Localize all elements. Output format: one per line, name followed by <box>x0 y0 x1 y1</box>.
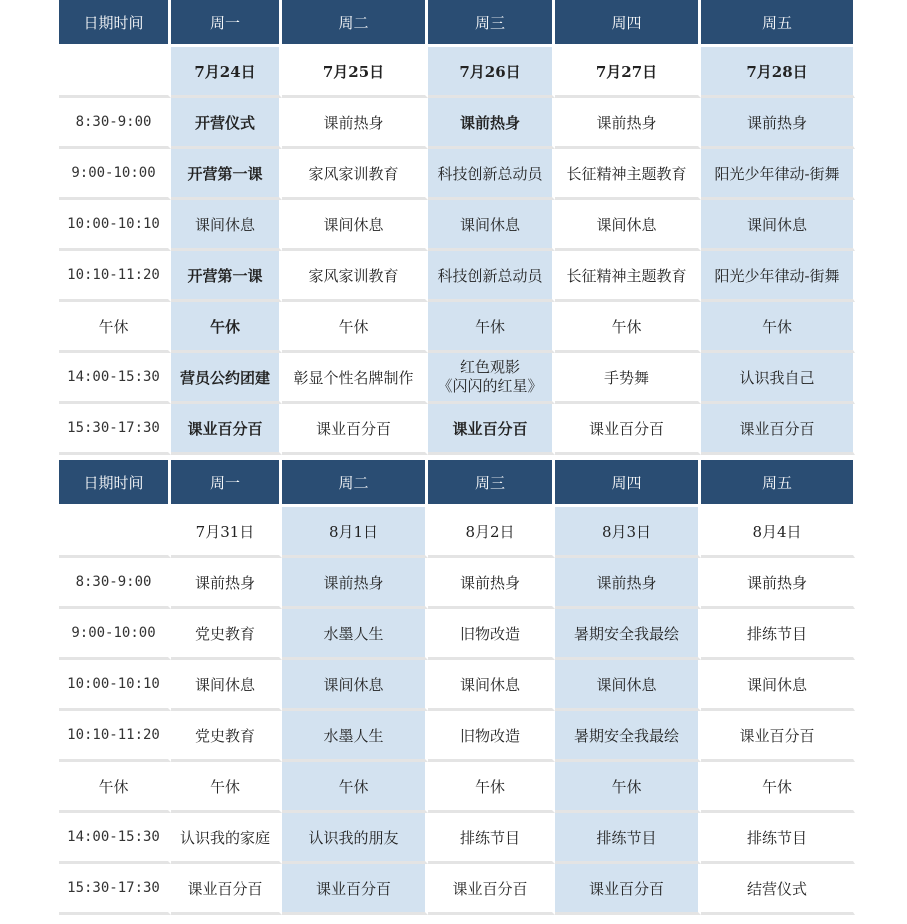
activity-cell: 课前热身 <box>701 98 855 149</box>
time-cell: 14:00-15:30 <box>59 353 171 404</box>
activity-cell: 课间休息 <box>701 660 855 711</box>
time-cell: 8:30-9:00 <box>59 98 171 149</box>
activity-cell: 课业百分百 <box>701 404 855 455</box>
activity-cell: 课业百分百 <box>282 864 428 915</box>
time-cell: 15:30-17:30 <box>59 864 171 915</box>
activity-cell: 课间休息 <box>701 200 855 251</box>
table-row <box>59 762 855 813</box>
activity-cell: 课间休息 <box>171 660 282 711</box>
activity-cell: 午休 <box>282 762 428 813</box>
activity-cell: 科技创新总动员 <box>428 251 555 302</box>
header-cell: 周三 <box>428 0 555 47</box>
activity-cell: 课前热身 <box>555 98 701 149</box>
date-cell <box>59 47 171 98</box>
activity-cell: 课业百分百 <box>428 404 555 455</box>
activity-cell: 手势舞 <box>555 353 701 404</box>
activity-cell: 认识我的家庭 <box>171 813 282 864</box>
date-cell: 8月4日 <box>701 507 855 558</box>
date-cell: 8月3日 <box>555 507 701 558</box>
header-cell: 日期时间 <box>59 0 171 47</box>
activity-cell: 水墨人生 <box>282 609 428 660</box>
activity-cell: 课前热身 <box>282 558 428 609</box>
header-cell: 周四 <box>555 0 701 47</box>
film-subtitle: 《闪闪的红星》 <box>437 377 543 395</box>
date-cell: 7月28日 <box>701 47 855 98</box>
header-cell: 周一 <box>171 460 282 507</box>
activity-cell: 课间休息 <box>171 200 282 251</box>
activity-cell: 排练节目 <box>428 813 555 864</box>
activity-cell: 阳光少年律动-街舞 <box>701 251 855 302</box>
activity-cell: 营员公约团建 <box>171 353 282 404</box>
activity-cell: 课业百分百 <box>171 864 282 915</box>
activity-cell: 旧物改造 <box>428 711 555 762</box>
activity-cell: 课前热身 <box>701 558 855 609</box>
activity-cell: 课间休息 <box>555 660 701 711</box>
activity-cell: 午休 <box>701 762 855 813</box>
activity-cell: 课间休息 <box>282 660 428 711</box>
activity-cell: 课业百分百 <box>555 864 701 915</box>
header-cell: 周五 <box>701 460 855 507</box>
table-row <box>59 864 855 915</box>
time-cell: 9:00-10:00 <box>59 149 171 200</box>
header-cell: 周三 <box>428 460 555 507</box>
time-cell: 8:30-9:00 <box>59 558 171 609</box>
activity-cell: 阳光少年律动-街舞 <box>701 149 855 200</box>
header-row <box>59 0 855 47</box>
table-row <box>59 660 855 711</box>
activity-cell: 课前热身 <box>428 558 555 609</box>
activity-cell <box>428 353 555 404</box>
activity-cell: 课业百分百 <box>282 404 428 455</box>
activity-cell: 家风家训教育 <box>282 149 428 200</box>
date-cell: 7月25日 <box>282 47 428 98</box>
activity-cell: 科技创新总动员 <box>428 149 555 200</box>
activity-cell: 课间休息 <box>428 660 555 711</box>
table-row <box>59 558 855 609</box>
date-row <box>59 47 855 98</box>
table-row <box>59 353 855 404</box>
header-cell: 日期时间 <box>59 460 171 507</box>
date-row <box>59 507 855 558</box>
time-cell: 10:00-10:10 <box>59 660 171 711</box>
schedule-table-week1 <box>59 0 855 455</box>
date-cell: 7月27日 <box>555 47 701 98</box>
header-cell: 周二 <box>282 0 428 47</box>
time-cell: 10:10-11:20 <box>59 711 171 762</box>
activity-cell: 课前热身 <box>282 98 428 149</box>
time-cell: 午休 <box>59 762 171 813</box>
table-row <box>59 711 855 762</box>
time-cell: 14:00-15:30 <box>59 813 171 864</box>
header-cell: 周四 <box>555 460 701 507</box>
activity-cell: 排练节目 <box>701 813 855 864</box>
table-row <box>59 609 855 660</box>
film-title: 红色观影 <box>459 358 520 376</box>
activity-cell: 午休 <box>171 762 282 813</box>
activity-cell: 党史教育 <box>171 609 282 660</box>
table-row <box>59 813 855 864</box>
activity-cell: 午休 <box>555 302 701 353</box>
activity-cell: 课前热身 <box>555 558 701 609</box>
activity-cell: 认识我的朋友 <box>282 813 428 864</box>
table-row <box>59 404 855 455</box>
table-row <box>59 251 855 302</box>
activity-cell: 课前热身 <box>171 558 282 609</box>
date-cell <box>59 507 171 558</box>
activity-cell: 党史教育 <box>171 711 282 762</box>
activity-cell: 暑期安全我最绘 <box>555 711 701 762</box>
activity-cell: 午休 <box>428 302 555 353</box>
activity-cell: 结营仪式 <box>701 864 855 915</box>
activity-cell: 课业百分百 <box>701 711 855 762</box>
activity-cell: 旧物改造 <box>428 609 555 660</box>
date-cell: 7月24日 <box>171 47 282 98</box>
activity-cell: 午休 <box>282 302 428 353</box>
header-row <box>59 460 855 507</box>
activity-cell: 暑期安全我最绘 <box>555 609 701 660</box>
activity-cell: 课间休息 <box>555 200 701 251</box>
date-cell: 7月26日 <box>428 47 555 98</box>
time-cell: 10:00-10:10 <box>59 200 171 251</box>
table-row <box>59 302 855 353</box>
date-cell: 8月1日 <box>282 507 428 558</box>
activity-cell: 开营仪式 <box>171 98 282 149</box>
time-cell: 9:00-10:00 <box>59 609 171 660</box>
header-cell: 周二 <box>282 460 428 507</box>
activity-cell: 水墨人生 <box>282 711 428 762</box>
activity-cell: 课间休息 <box>282 200 428 251</box>
activity-cell: 午休 <box>428 762 555 813</box>
activity-cell: 开营第一课 <box>171 149 282 200</box>
activity-cell: 彰显个性名牌制作 <box>282 353 428 404</box>
table-row <box>59 200 855 251</box>
time-cell: 午休 <box>59 302 171 353</box>
date-cell: 7月31日 <box>171 507 282 558</box>
activity-cell: 家风家训教育 <box>282 251 428 302</box>
activity-cell: 午休 <box>555 762 701 813</box>
activity-cell: 排练节目 <box>555 813 701 864</box>
activity-cell: 认识我自己 <box>701 353 855 404</box>
activity-cell: 排练节目 <box>701 609 855 660</box>
time-cell: 10:10-11:20 <box>59 251 171 302</box>
header-cell: 周一 <box>171 0 282 47</box>
activity-cell: 课间休息 <box>428 200 555 251</box>
activity-cell: 课业百分百 <box>428 864 555 915</box>
activity-cell: 长征精神主题教育 <box>555 149 701 200</box>
activity-cell: 长征精神主题教育 <box>555 251 701 302</box>
activity-cell: 课业百分百 <box>555 404 701 455</box>
time-cell: 15:30-17:30 <box>59 404 171 455</box>
schedule-table-week2 <box>59 460 855 915</box>
table-row <box>59 149 855 200</box>
header-cell: 周五 <box>701 0 855 47</box>
activity-cell: 午休 <box>171 302 282 353</box>
table-row <box>59 98 855 149</box>
date-cell: 8月2日 <box>428 507 555 558</box>
activity-cell: 开营第一课 <box>171 251 282 302</box>
activity-cell: 午休 <box>701 302 855 353</box>
activity-cell: 课前热身 <box>428 98 555 149</box>
activity-cell: 课业百分百 <box>171 404 282 455</box>
